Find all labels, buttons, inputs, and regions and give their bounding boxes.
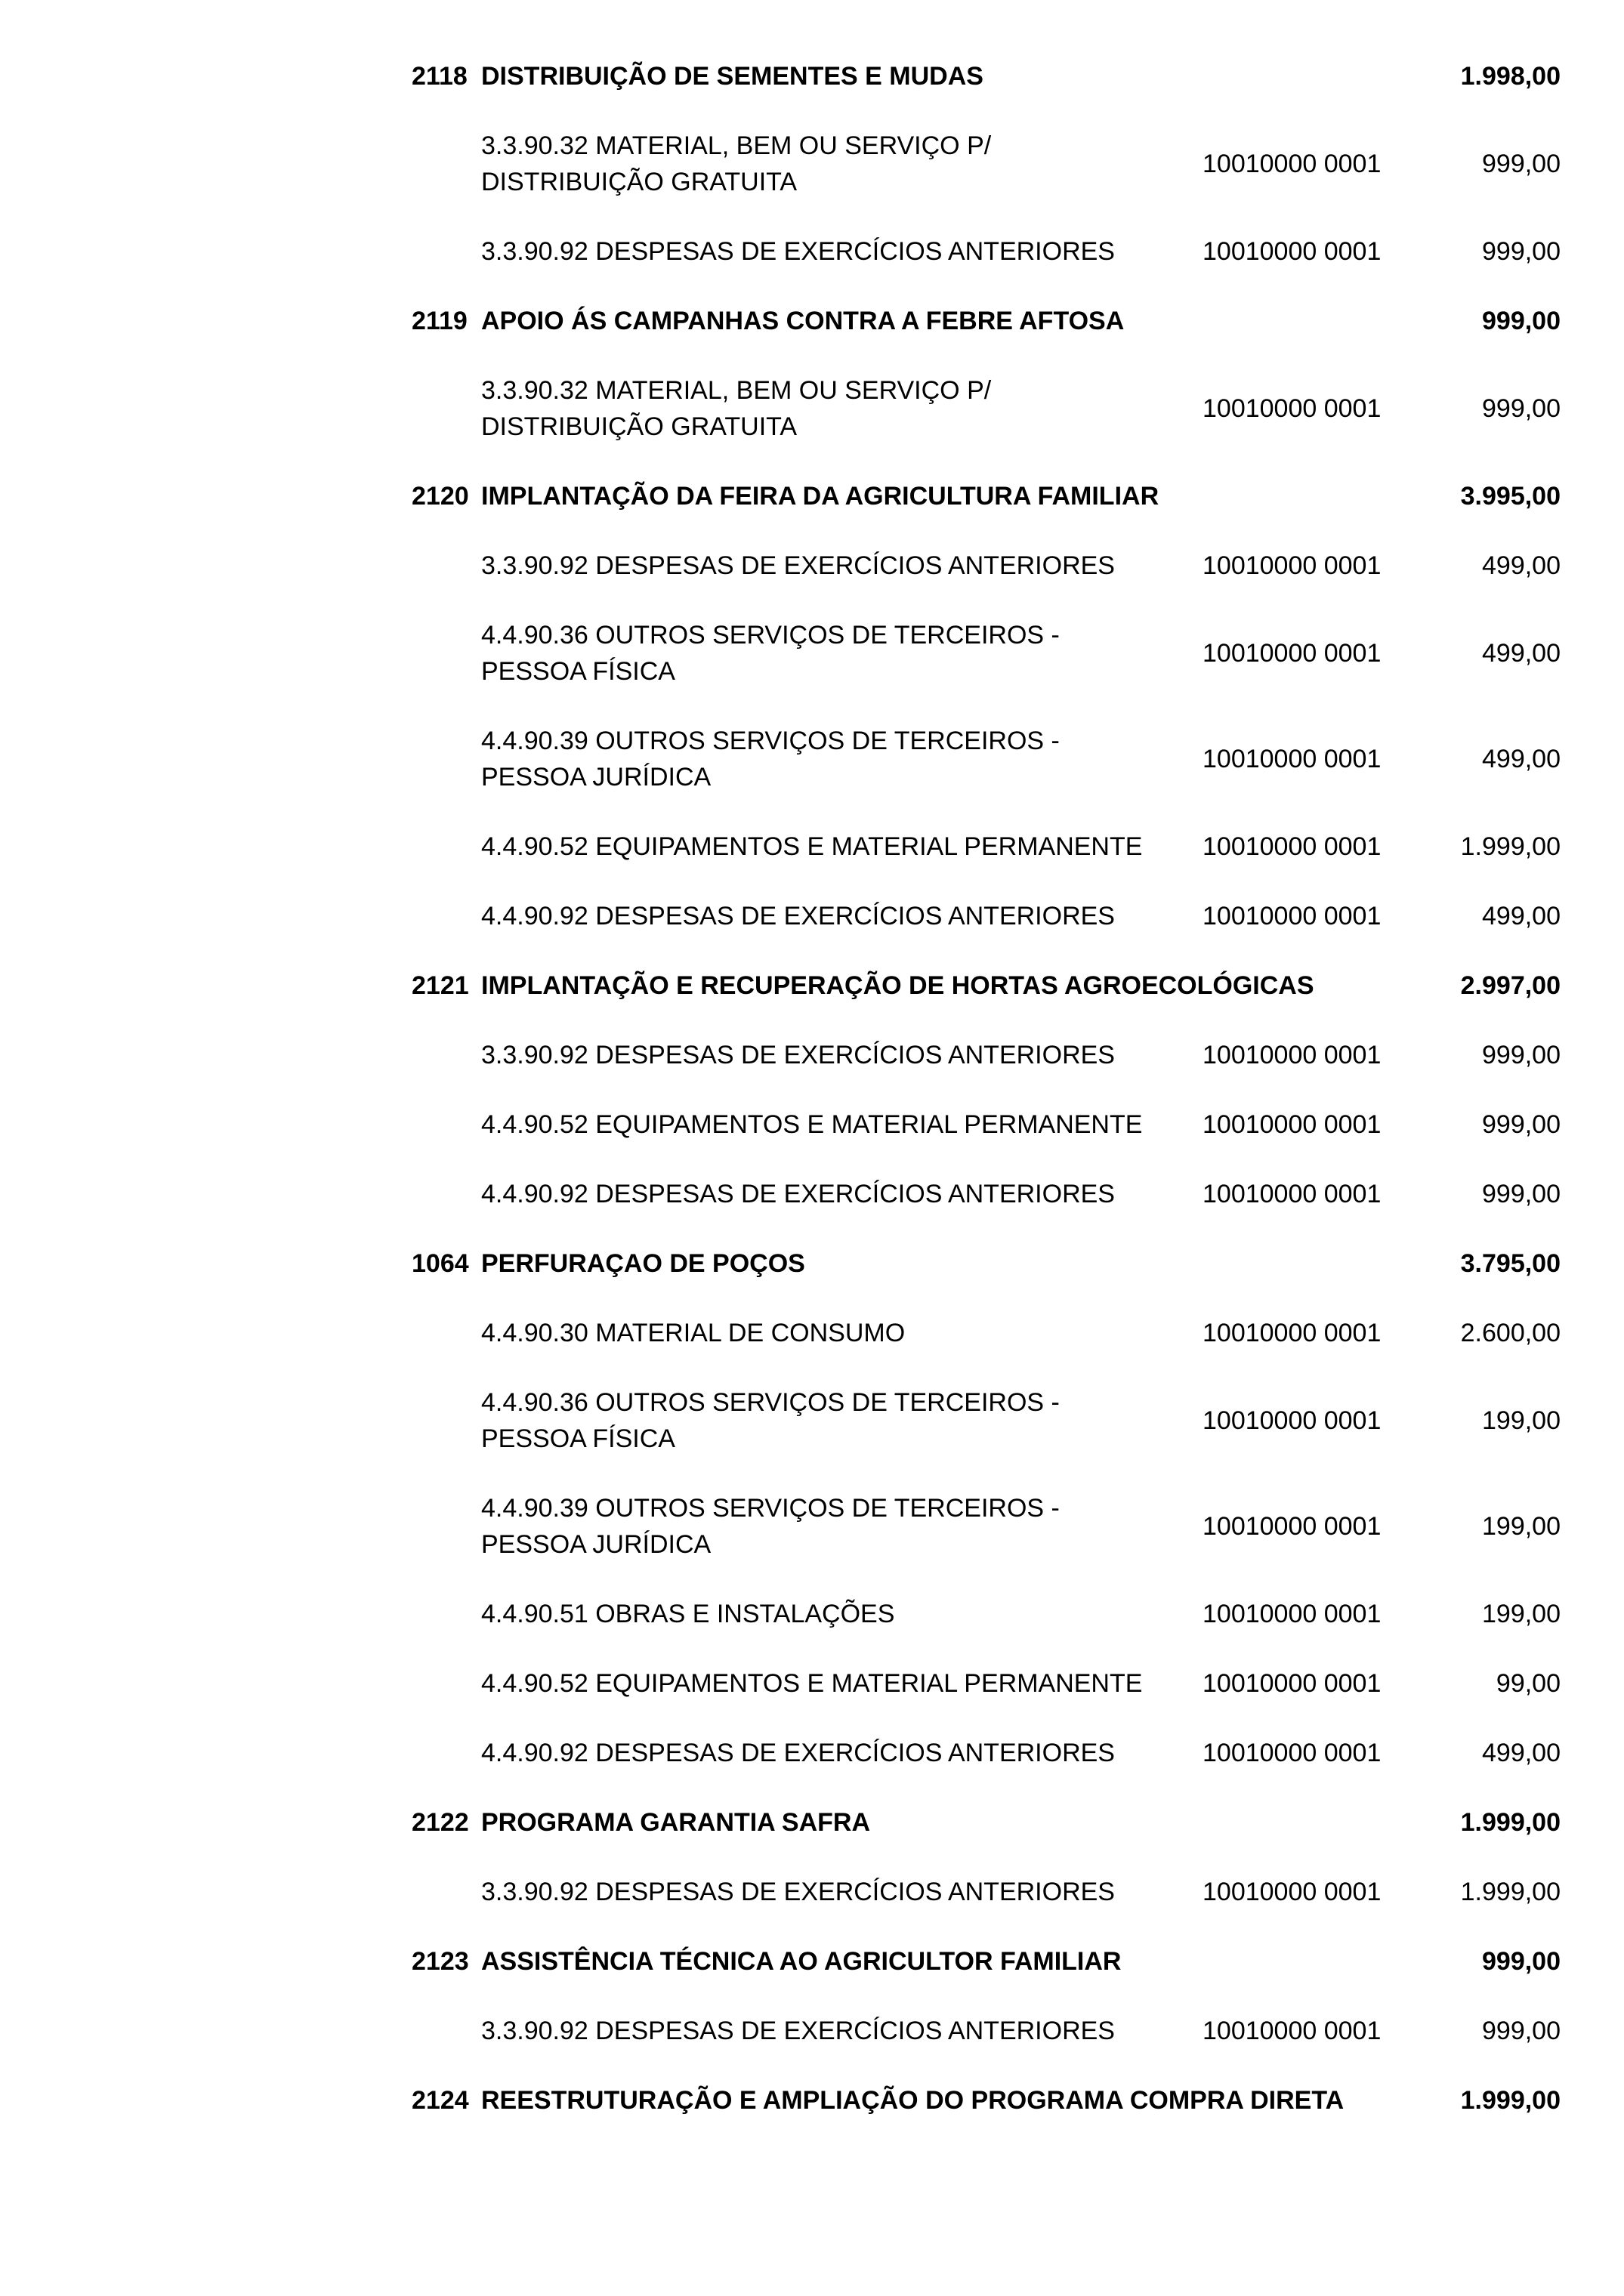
- expense-amount: 999,00: [1482, 237, 1561, 266]
- expense-source-code: 10010000 0001: [1203, 150, 1382, 178]
- expense-amount: 999,00: [1482, 1110, 1561, 1139]
- expense-description-line1: 4.4.90.39 OUTROS SERVIÇOS DE TERCEIROS -: [481, 1494, 1060, 1523]
- expense-description: 4.4.90.92 DESPESAS DE EXERCÍCIOS ANTERIORES: [481, 1180, 1115, 1208]
- expense-description: 4.4.90.52 EQUIPAMENTOS E MATERIAL PERMANENTE: [481, 1110, 1143, 1139]
- expense-source-code: 10010000 0001: [1203, 2017, 1382, 2045]
- expense-description-line2: PESSOA JURÍDICA: [481, 1530, 712, 1559]
- expense-amount: 199,00: [1482, 1406, 1561, 1435]
- expense-amount: 999,00: [1482, 2017, 1561, 2045]
- expense-source-code: 10010000 0001: [1203, 394, 1382, 423]
- expense-description-line2: DISTRIBUIÇÃO GRATUITA: [481, 412, 798, 441]
- expense-description: 3.3.90.92 DESPESAS DE EXERCÍCIOS ANTERIORES: [481, 1041, 1115, 1069]
- expense-description-line2: DISTRIBUIÇÃO GRATUITA: [481, 168, 798, 196]
- expense-amount: 499,00: [1482, 639, 1561, 668]
- expense-source-code: 10010000 0001: [1203, 1110, 1382, 1139]
- section-code: 2124: [412, 2086, 469, 2115]
- expense-description-line2: PESSOA FÍSICA: [481, 1424, 675, 1453]
- section-title: APOIO ÁS CAMPANHAS CONTRA A FEBRE AFTOSA: [481, 307, 1125, 335]
- expense-description: 3.3.90.92 DESPESAS DE EXERCÍCIOS ANTERIORES: [481, 1878, 1115, 1906]
- expense-amount: 99,00: [1496, 1669, 1561, 1698]
- expense-source-code: 10010000 0001: [1203, 902, 1382, 930]
- expense-description: 4.4.90.51 OBRAS E INSTALAÇÕES: [481, 1600, 895, 1628]
- section-code: 2119: [412, 307, 468, 335]
- section-title: IMPLANTAÇÃO DA FEIRA DA AGRICULTURA FAMILIAR: [481, 482, 1159, 511]
- expense-amount: 499,00: [1482, 1739, 1561, 1767]
- expense-source-code: 10010000 0001: [1203, 1739, 1382, 1767]
- section-total: 1.998,00: [1460, 62, 1561, 91]
- section-title: REESTRUTURAÇÃO E AMPLIAÇÃO DO PROGRAMA COMPRA DIRETA: [481, 2086, 1345, 2115]
- section-total: 3.795,00: [1460, 1249, 1561, 1278]
- section-title: DISTRIBUIÇÃO DE SEMENTES E MUDAS: [481, 62, 983, 91]
- expense-amount: 499,00: [1482, 902, 1561, 930]
- expense-amount: 499,00: [1482, 551, 1561, 580]
- section-code: 2123: [412, 1947, 469, 1976]
- section-code: 2121: [412, 971, 469, 1000]
- expense-description: 4.4.90.52 EQUIPAMENTOS E MATERIAL PERMANENTE: [481, 832, 1143, 861]
- section-total: 1.999,00: [1460, 2086, 1561, 2115]
- section-header: [0, 303, 1624, 339]
- expense-amount: 499,00: [1482, 745, 1561, 773]
- section-header: [0, 58, 1624, 94]
- section-total: 3.995,00: [1460, 482, 1561, 511]
- expense-source-code: 10010000 0001: [1203, 639, 1382, 668]
- section-header: [0, 967, 1624, 1004]
- expense-amount: 199,00: [1482, 1600, 1561, 1628]
- expense-description-line1: 4.4.90.36 OUTROS SERVIÇOS DE TERCEIROS -: [481, 1388, 1060, 1417]
- section-header: [0, 2082, 1624, 2119]
- section-title: PROGRAMA GARANTIA SAFRA: [481, 1808, 871, 1837]
- expense-description-line1: 4.4.90.39 OUTROS SERVIÇOS DE TERCEIROS -: [481, 727, 1060, 755]
- expense-source-code: 10010000 0001: [1203, 1878, 1382, 1906]
- section-total: 999,00: [1482, 307, 1561, 335]
- expense-source-code: 10010000 0001: [1203, 832, 1382, 861]
- expense-amount: 999,00: [1482, 150, 1561, 178]
- expense-source-code: 10010000 0001: [1203, 237, 1382, 266]
- section-total: 1.999,00: [1460, 1808, 1561, 1837]
- expense-description: 3.3.90.92 DESPESAS DE EXERCÍCIOS ANTERIORES: [481, 237, 1115, 266]
- section-title: ASSISTÊNCIA TÉCNICA AO AGRICULTOR FAMILIAR: [481, 1947, 1122, 1976]
- expense-amount: 999,00: [1482, 1180, 1561, 1208]
- expense-amount: 1.999,00: [1460, 1878, 1561, 1906]
- expense-amount: 2.600,00: [1460, 1319, 1561, 1347]
- section-header: [0, 1245, 1624, 1282]
- expense-source-code: 10010000 0001: [1203, 1180, 1382, 1208]
- section-title: PERFURAÇAO DE POÇOS: [481, 1249, 805, 1278]
- expense-description: 3.3.90.92 DESPESAS DE EXERCÍCIOS ANTERIORES: [481, 2017, 1115, 2045]
- expense-source-code: 10010000 0001: [1203, 1319, 1382, 1347]
- expense-amount: 1.999,00: [1460, 832, 1561, 861]
- section-code: 2122: [412, 1808, 469, 1837]
- expense-source-code: 10010000 0001: [1203, 1669, 1382, 1698]
- expense-source-code: 10010000 0001: [1203, 745, 1382, 773]
- section-total: 2.997,00: [1460, 971, 1561, 1000]
- expense-amount: 999,00: [1482, 1041, 1561, 1069]
- expense-description-line1: 3.3.90.32 MATERIAL, BEM OU SERVIÇO P/: [481, 376, 992, 405]
- section-header: [0, 1943, 1624, 1980]
- section-header: [0, 478, 1624, 514]
- expense-description-line2: PESSOA FÍSICA: [481, 657, 675, 686]
- expense-source-code: 10010000 0001: [1203, 1512, 1382, 1541]
- expense-description-line1: 3.3.90.32 MATERIAL, BEM OU SERVIÇO P/: [481, 131, 992, 160]
- section-code: 2120: [412, 482, 469, 511]
- section-total: 999,00: [1482, 1947, 1561, 1976]
- expense-description: 4.4.90.30 MATERIAL DE CONSUMO: [481, 1319, 906, 1347]
- expense-description-line2: PESSOA JURÍDICA: [481, 763, 712, 792]
- expense-description: 4.4.90.92 DESPESAS DE EXERCÍCIOS ANTERIORES: [481, 1739, 1115, 1767]
- section-code: 1064: [412, 1249, 469, 1278]
- expense-source-code: 10010000 0001: [1203, 1406, 1382, 1435]
- section-header: [0, 1804, 1624, 1841]
- expense-amount: 999,00: [1482, 394, 1561, 423]
- section-code: 2118: [412, 62, 468, 91]
- expense-description: 4.4.90.52 EQUIPAMENTOS E MATERIAL PERMANENTE: [481, 1669, 1143, 1698]
- expense-description: 4.4.90.92 DESPESAS DE EXERCÍCIOS ANTERIORES: [481, 902, 1115, 930]
- expense-description-line1: 4.4.90.36 OUTROS SERVIÇOS DE TERCEIROS -: [481, 621, 1060, 650]
- expense-source-code: 10010000 0001: [1203, 551, 1382, 580]
- expense-description: 3.3.90.92 DESPESAS DE EXERCÍCIOS ANTERIORES: [481, 551, 1115, 580]
- expense-amount: 199,00: [1482, 1512, 1561, 1541]
- section-title: IMPLANTAÇÃO E RECUPERAÇÃO DE HORTAS AGROECOLÓGICAS: [481, 971, 1314, 1000]
- expense-source-code: 10010000 0001: [1203, 1041, 1382, 1069]
- expense-source-code: 10010000 0001: [1203, 1600, 1382, 1628]
